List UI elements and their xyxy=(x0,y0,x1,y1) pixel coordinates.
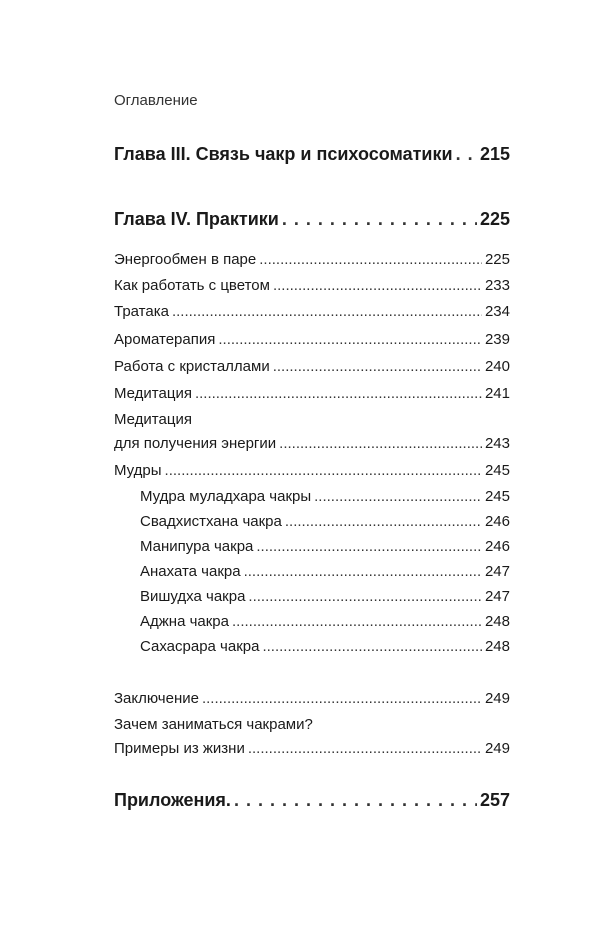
toc-entry-title: Анахата чакра xyxy=(140,563,241,580)
toc-subentry[interactable] xyxy=(140,613,510,630)
leader-dots xyxy=(248,740,482,757)
toc-entry[interactable] xyxy=(114,277,510,294)
toc-page-number: 247 xyxy=(484,588,510,605)
leader-dots xyxy=(285,513,482,530)
toc-page-number: 249 xyxy=(484,690,510,707)
toc-page-number: 245 xyxy=(484,488,510,505)
toc-chapter-title: Глава IV. Практики xyxy=(114,209,279,229)
toc-entry-title: Свадхистхана чакра xyxy=(140,513,282,530)
toc-page-number: 249 xyxy=(484,740,510,757)
toc-page-number: 246 xyxy=(484,538,510,555)
toc-page-number: 243 xyxy=(484,435,510,452)
toc-chapter-title: Приложения. xyxy=(114,790,231,810)
leader-dots xyxy=(259,251,482,268)
leader-dots xyxy=(314,488,482,505)
toc-entry-title: Ароматерапия xyxy=(114,331,216,348)
leader-dots xyxy=(202,690,482,707)
toc-page-number: 246 xyxy=(484,513,510,530)
leader-dots xyxy=(256,538,482,555)
leader-dots xyxy=(282,209,477,230)
toc-subentry[interactable] xyxy=(140,538,510,555)
toc-subentry[interactable] xyxy=(140,488,510,505)
leader-dots xyxy=(218,331,482,348)
toc-page-number: 225 xyxy=(484,251,510,268)
leader-dots xyxy=(262,638,482,655)
toc-entry-title: Примеры из жизни xyxy=(114,740,245,757)
toc-page-number: 247 xyxy=(484,563,510,580)
toc-entry-title: Мудра муладхара чакры xyxy=(140,488,312,505)
toc-chapter-title: Глава III. Связь чакр и психосоматики xyxy=(114,144,453,164)
toc-entry[interactable] xyxy=(114,303,510,320)
toc-entry-title: Аджна чакра xyxy=(140,613,229,630)
toc-page-number: 245 xyxy=(484,462,510,479)
toc-subentry[interactable] xyxy=(140,563,510,580)
toc-entry-title: Медитация xyxy=(114,385,192,402)
toc-entry-title: Манипура чакра xyxy=(140,538,254,555)
toc-entry[interactable] xyxy=(114,251,510,268)
toc-entry-title: Мудры xyxy=(114,462,162,479)
toc-entry-title: Работа с кристаллами xyxy=(114,358,270,375)
toc-page-number: 215 xyxy=(479,144,510,164)
toc-entry[interactable] xyxy=(114,740,510,757)
toc-entry-title: Энергообмен в паре xyxy=(114,251,257,268)
toc-page-number: 241 xyxy=(484,385,510,402)
leader-dots xyxy=(273,277,482,294)
toc-entry-title: для получения энергии xyxy=(114,435,277,452)
toc-page-number: 239 xyxy=(484,331,510,348)
toc-page-number: 234 xyxy=(484,303,510,320)
leader-dots xyxy=(248,588,482,605)
leader-dots xyxy=(244,563,482,580)
toc-page-number: 248 xyxy=(484,638,510,655)
toc-appendix[interactable] xyxy=(114,790,510,811)
toc-entry[interactable] xyxy=(114,331,510,348)
toc-page-number: 240 xyxy=(484,358,510,375)
toc-subentry[interactable] xyxy=(140,638,510,655)
toc-entry-title: Вишудха чакра xyxy=(140,588,246,605)
toc-entry-title: Как работать с цветом xyxy=(114,277,270,294)
toc-page-number: 233 xyxy=(484,277,510,294)
toc-entry-title-line1: Медитация xyxy=(114,411,192,428)
toc-subentry[interactable] xyxy=(140,588,510,605)
toc-page-number: 257 xyxy=(479,790,510,810)
leader-dots xyxy=(165,462,482,479)
toc-entry-title: Заключение xyxy=(114,690,199,707)
toc-entry[interactable] xyxy=(114,462,510,479)
toc-page-number: 248 xyxy=(484,613,510,630)
leader-dots xyxy=(279,435,482,452)
toc-entry-title-line1: Зачем заниматься чакрами? xyxy=(114,716,313,733)
toc-entry-title: Сахасрара чакра xyxy=(140,638,260,655)
leader-dots xyxy=(456,144,477,165)
leader-dots xyxy=(273,358,482,375)
toc-subentry[interactable] xyxy=(140,513,510,530)
toc-chapter-4[interactable] xyxy=(114,209,510,230)
leader-dots xyxy=(232,613,482,630)
leader-dots xyxy=(172,303,482,320)
leader-dots xyxy=(195,385,482,402)
leader-dots xyxy=(234,790,477,811)
toc-entry[interactable] xyxy=(114,690,510,707)
toc-header: Оглавление xyxy=(114,92,198,109)
toc-entry[interactable] xyxy=(114,435,510,452)
toc-entry[interactable] xyxy=(114,385,510,402)
toc-page-number: 225 xyxy=(479,209,510,229)
toc-entry[interactable] xyxy=(114,358,510,375)
toc-entry-title: Тратака xyxy=(114,303,169,320)
toc-chapter-3[interactable] xyxy=(114,144,510,165)
